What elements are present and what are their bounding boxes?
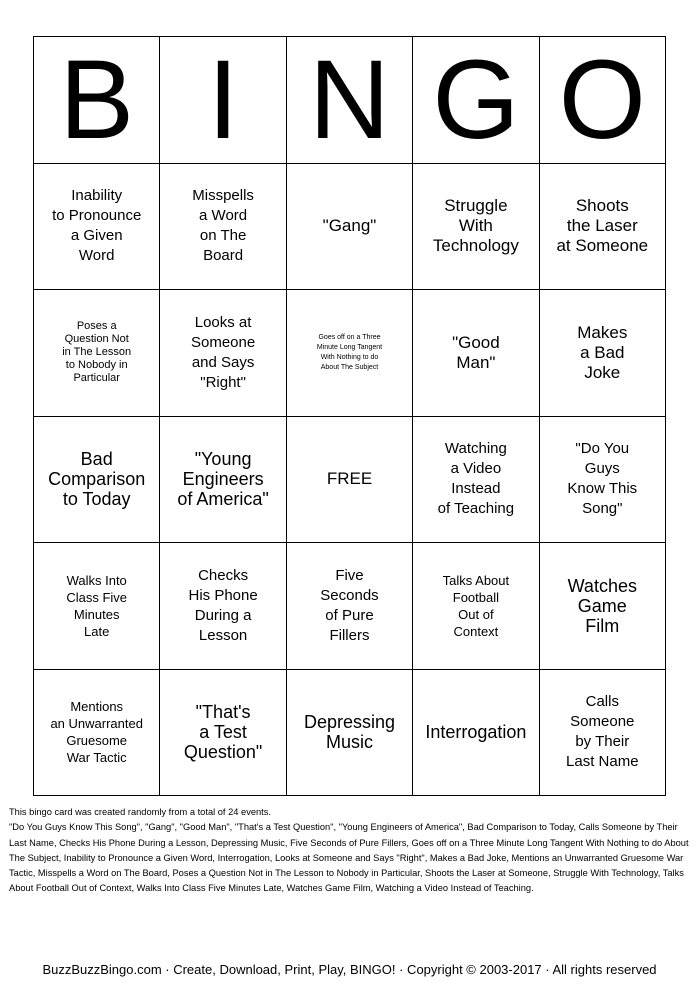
footnote <box>9 805 691 897</box>
bingo-cell-r1-o[interactable]: Shoots the Laser at Someone <box>540 164 666 291</box>
bingo-cell-r3-g[interactable]: Watching a Video Instead of Teaching <box>413 417 539 544</box>
bingo-card <box>33 36 666 796</box>
bingo-cell-r3-b[interactable]: Bad Comparison to Today <box>34 417 160 544</box>
bingo-cell-r1-g[interactable]: Struggle With Technology <box>413 164 539 291</box>
bingo-cell-r4-g[interactable]: Talks About Football Out of Context <box>413 543 539 670</box>
bingo-cell-r4-b[interactable]: Walks Into Class Five Minutes Late <box>34 543 160 670</box>
bingo-cell-r2-n[interactable]: Goes off on a Three Minute Long Tangent With Nothing to do About The Subject <box>287 290 413 417</box>
bingo-cell-r5-n[interactable]: Depressing Music <box>287 670 413 797</box>
bingo-cell-r2-g[interactable]: "Good Man" <box>413 290 539 417</box>
bingo-cell-r4-n[interactable]: Five Seconds of Pure Fillers <box>287 543 413 670</box>
header-letter-g: G <box>413 37 539 164</box>
bingo-cell-r5-b[interactable]: Mentions an Unwarranted Gruesome War Tactic <box>34 670 160 797</box>
site-footer: BuzzBuzzBingo.com · Create, Download, Print, Play, BINGO! · Copyright © 2003-2017 · All rights reserved <box>42 962 657 977</box>
bingo-cell-r2-i[interactable]: Looks at Someone and Says "Right" <box>160 290 286 417</box>
header-letter-o: O <box>540 37 666 164</box>
bingo-cell-r2-o[interactable]: Makes a Bad Joke <box>540 290 666 417</box>
bingo-cell-r1-n[interactable]: "Gang" <box>287 164 413 291</box>
bingo-cell-r1-i[interactable]: Misspells a Word on The Board <box>160 164 286 291</box>
bingo-cell-r5-i[interactable]: "That's a Test Question" <box>160 670 286 797</box>
header-letter-n: N <box>287 37 413 164</box>
footnote-summary: This bingo card was created randomly from a total of 24 events. <box>9 807 271 817</box>
header-letter-b: B <box>34 37 160 164</box>
header-letter-i: I <box>160 37 286 164</box>
bingo-cell-r5-g[interactable]: Interrogation <box>413 670 539 797</box>
footnote-event-list: "Do You Guys Know This Song", "Gang", "Good Man", "That's a Test Question", "Young Engineers of America", Bad Comparison to Today, Calls Someone by Their Last Name, Checks His Phone During a Lesson, Depressing Music, Five Seconds of Pure Fillers, Goes off on a Three Minute Long Tangent With Nothing to do About The Subject, Inability to Pronounce a Given Word, Interrogation, Looks at Someone and Says "Right", Makes a Bad Joke, Mentions an Unwarranted Gruesome War Tactic, Misspells a Word on The Board, Poses a Question Not in The Lesson to Nobody in Particular, Shoots the Laser at Someone, Struggle With Technology, Talks About Football Out of Context, Walks Into Class Five Minutes Late, Watches Game Film, Watching a Video Instead of Teaching. <box>9 822 689 894</box>
bingo-cell-r3-o[interactable]: "Do You Guys Know This Song" <box>540 417 666 544</box>
bingo-cell-r5-o[interactable]: Calls Someone by Their Last Name <box>540 670 666 797</box>
bingo-cell-r2-b[interactable]: Poses a Question Not in The Lesson to Nobody in Particular <box>34 290 160 417</box>
bingo-cell-r1-b[interactable]: Inability to Pronounce a Given Word <box>34 164 160 291</box>
bingo-cell-r3-i[interactable]: "Young Engineers of America" <box>160 417 286 544</box>
bingo-cell-r4-o[interactable]: Watches Game Film <box>540 543 666 670</box>
bingo-cell-r3-n[interactable]: FREE <box>287 417 413 544</box>
bingo-cell-r4-i[interactable]: Checks His Phone During a Lesson <box>160 543 286 670</box>
